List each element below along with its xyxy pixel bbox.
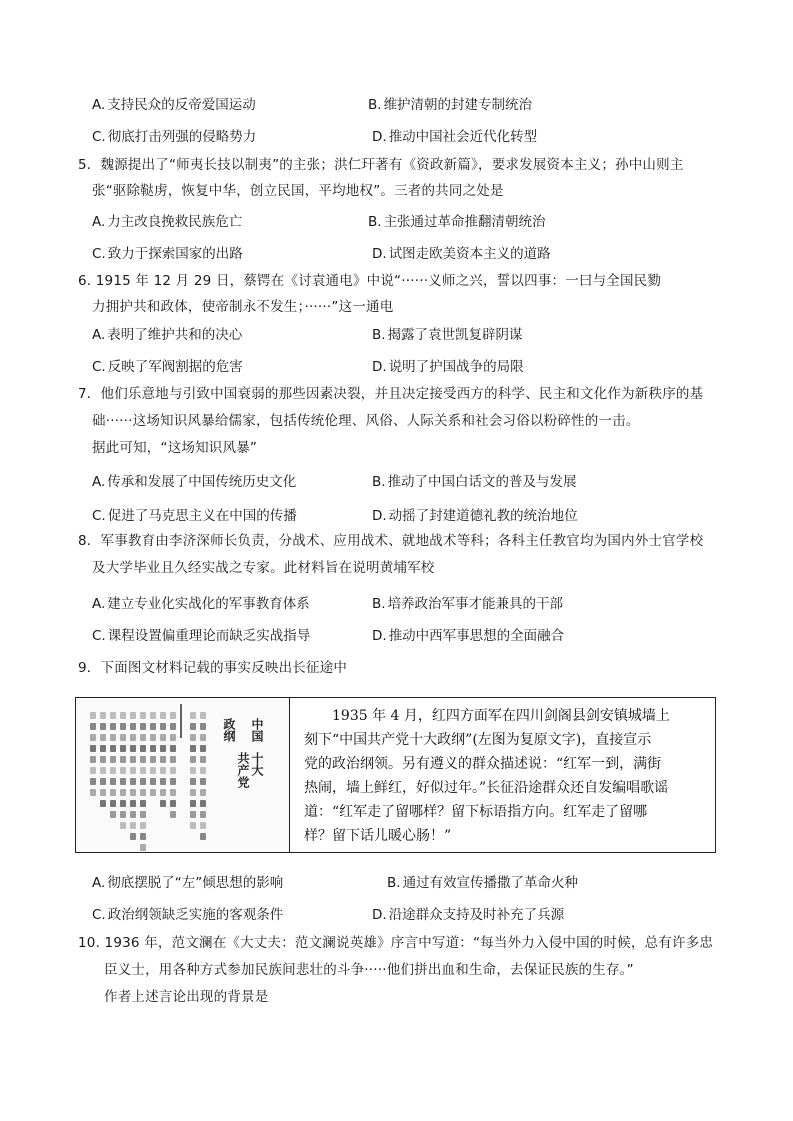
engraved-glyph [110,712,116,719]
q10-stem-line-3: 作者上述言论出现的背景是 [104,989,269,1005]
q6-stem-line-1: 6. 1915 年 12 月 29 日，蔡锷在《讨袁通电》中说“······义师之兴，誓以四事：一曰与全国民勠 [78,273,662,289]
option-text: 课程设置偏重理论而缺乏实战指导 [107,628,311,644]
engraved-glyph [140,767,146,774]
option-letter: B. [372,327,386,343]
engraved-glyph [160,712,166,719]
option-letter: B. [368,97,382,113]
engraved-glyph [200,745,206,752]
engraved-glyph [150,756,156,763]
engraved-glyph [200,778,206,785]
option-letter: A. [92,97,106,113]
q5-option-b[interactable] [368,212,546,232]
option-letter: B. [372,474,386,490]
option-letter: A. [92,875,106,891]
engraved-glyph [150,789,156,796]
engraved-glyph [90,778,96,785]
option-text: 推动了中国白话文的普及与发展 [387,474,577,490]
engraved-glyph [130,789,136,796]
q4-option-a[interactable] [92,95,256,115]
option-text: 通过有效宣传播撒了革命火种 [402,875,579,891]
engraved-glyph [160,745,166,752]
q4-option-b[interactable] [368,95,532,115]
q4-option-d[interactable] [372,127,537,147]
engraved-glyph [160,756,166,763]
engraved-glyph [120,778,126,785]
engraved-glyph [190,778,196,785]
engraved-glyph [140,800,146,807]
engraved-glyph [170,800,176,807]
option-text: 揭露了袁世凯复辟阴谋 [387,327,523,343]
option-letter: D. [372,359,387,375]
option-text: 动摇了封建道德礼教的统治地位 [388,508,578,524]
q9-option-c[interactable] [92,905,283,925]
q7-options-row-1 [0,472,793,492]
option-text: 推动中国社会近代化转型 [388,129,538,145]
stamp-col-3: 十大 [250,752,264,776]
q7-stem-line-3: 据此可知，“这场知识风暴” [92,440,258,456]
option-text: 主张通过革命推翻清朝统治 [383,214,546,230]
engraved-glyph [100,756,106,763]
political-program-image [76,698,290,852]
engraved-glyph [160,789,166,796]
engraved-glyph [100,712,106,719]
engraved-glyph [110,811,116,818]
engraved-glyph [130,800,136,807]
q8-stem-line-1: 8．军事教育由李济深师长负责，分战术、应用战术、就地战术等科；各科主任教官均为国内外士官学校 [78,533,704,549]
engraved-glyph [130,778,136,785]
engraved-glyph [130,822,136,829]
engraved-glyph [90,723,96,730]
engraved-glyph [140,833,146,840]
q8-option-a[interactable] [92,594,310,614]
option-text: 试图走欧美资本主义的道路 [388,246,551,262]
engraved-glyph [90,789,96,796]
engraved-glyph [190,723,196,730]
engraved-glyph [160,800,166,807]
engraved-glyph [200,734,206,741]
engraved-glyph [190,734,196,741]
q6-options-row-1 [0,325,793,345]
q9-stem-line-1: 9．下面图文材料记载的事实反映出长征途中 [78,660,348,676]
engraved-glyph [130,734,136,741]
engraved-glyph [170,811,176,818]
engraved-glyph [100,800,106,807]
engraved-glyph [100,767,106,774]
engraved-glyph [120,712,126,719]
option-text: 彻底打击列强的侵略势力 [107,129,257,145]
engraved-glyph [170,734,176,741]
option-letter: C. [92,129,106,145]
caption-line-3: 党的政治纲领。另有遵义的群众描述说：“红军一到，满街 [304,756,662,772]
engraved-glyph [200,767,206,774]
engraved-glyph [170,712,176,719]
engraved-glyph [170,745,176,752]
engraved-glyph [120,745,126,752]
engraved-glyph [110,734,116,741]
q9-option-b[interactable] [387,873,578,893]
option-text: 力主改良挽救民族危亡 [107,214,243,230]
q8-options-row-2 [0,626,793,646]
engraved-glyph [150,734,156,741]
option-letter: C. [92,508,106,524]
q5-option-d[interactable] [372,244,551,264]
caption-line-6: 样？留下话儿暖心肠！” [304,828,452,844]
option-text: 致力于探索国家的出路 [107,246,243,262]
engraved-glyph [130,833,136,840]
engraved-glyph [200,822,206,829]
engraved-glyph [100,778,106,785]
option-letter: C. [92,628,106,644]
engraved-glyph [90,734,96,741]
engraved-glyph [190,712,196,719]
engraved-glyph [190,745,196,752]
stamp-col-2: 共产党 [236,752,250,788]
option-letter: C. [92,907,106,923]
q4-options-row-2 [0,127,793,147]
option-text: 沿途群众支持及时补充了兵源 [388,907,565,923]
engraved-glyph [140,844,146,851]
q6-option-b[interactable] [372,325,523,345]
engraved-glyph [100,745,106,752]
engraved-glyph [120,811,126,818]
engraved-glyph [120,756,126,763]
q9-options-row-2 [0,905,793,925]
q7-stem-line-2: 础······这场知识风暴给儒家，包括传统伦理、风俗、人际关系和社会习俗以粉碎性的一击。 [92,413,640,429]
option-letter: A. [92,474,106,490]
q8-options-row-1 [0,594,793,614]
q5-options-row-1 [0,212,793,232]
engraved-glyph [160,767,166,774]
q7-option-d[interactable] [372,506,578,526]
option-text: 彻底摆脱了“左”倾思想的影响 [107,875,284,891]
engraved-glyph [200,712,206,719]
stamp-col-4: 政纲 [222,718,236,742]
engraved-glyph [140,723,146,730]
engraved-glyph [130,745,136,752]
engraved-glyph [170,756,176,763]
caption-line-5: 道：“红军走了留哪样？留下标语指方向。红军走了留哪 [304,804,648,820]
engraved-glyph [130,756,136,763]
option-letter: A. [92,214,106,230]
q6-option-a[interactable] [92,325,242,345]
engraved-glyph [150,745,156,752]
q7-option-b[interactable] [372,472,577,492]
engraved-glyph [120,800,126,807]
engraved-glyph [120,723,126,730]
engraved-glyph [190,767,196,774]
engraved-glyph [150,723,156,730]
engraved-glyph [110,723,116,730]
q7-options-row-2 [0,506,793,526]
option-letter: B. [387,875,401,891]
q8-option-b[interactable] [372,594,563,614]
option-letter: D. [372,508,387,524]
engraved-glyph [120,767,126,774]
q9-options-row-1 [0,873,793,893]
engraved-glyph [120,734,126,741]
option-text: 维护清朝的封建专制统治 [383,97,533,113]
option-text: 促进了马克思主义在中国的传播 [107,508,297,524]
engraved-glyph [90,756,96,763]
engraved-glyph [110,756,116,763]
engraved-glyph [100,734,106,741]
q9-option-d[interactable] [372,905,564,925]
option-text: 建立专业化实战化的军事教育体系 [107,596,310,612]
engraved-glyph [90,745,96,752]
engraved-glyph [170,767,176,774]
engraved-glyph [200,800,206,807]
figure-caption-text [290,698,715,852]
engraved-glyph [110,778,116,785]
q5-stem-line-1: 5．魏源提出了“师夷长技以制夷”的主张；洪仁玕著有《资政新篇》，要求发展资本主义；孙中山则主 [78,157,684,173]
option-text: 反映了军阀割据的危害 [107,359,243,375]
q9-figure [75,697,716,853]
option-letter: A. [92,327,106,343]
engraved-glyph [110,767,116,774]
engraved-glyph [190,811,196,818]
engraved-glyph [170,789,176,796]
q6-stem-line-2: 力拥护共和政体，使帝制永不发生；······”这一通电 [92,299,394,315]
q8-stem-line-2: 及大学毕业且久经实战之专家。此材料旨在说明黄埔军校 [92,560,435,576]
engraved-glyph [110,789,116,796]
q6-option-d[interactable] [372,357,524,377]
engraved-glyph [190,756,196,763]
engraved-glyph [130,767,136,774]
engraved-glyph [170,778,176,785]
q7-option-c[interactable] [92,506,297,526]
q5-option-c[interactable] [92,244,243,264]
engraved-glyph [190,800,196,807]
option-letter: D. [372,246,387,262]
stamp-col-1: 中国 [250,718,264,742]
engraved-glyph [100,789,106,796]
engraved-glyph [150,778,156,785]
engraved-glyph [110,745,116,752]
engraved-glyph [130,811,136,818]
q5-option-a[interactable] [92,212,242,232]
q5-options-row-2 [0,244,793,264]
caption-line-4: 热闹，墙上鲜红，好似过年。”长征沿途群众还自发编唱歌谣 [304,780,669,796]
engraved-glyph [140,789,146,796]
option-text: 说明了护国战争的局限 [388,359,524,375]
option-text: 推动中西军事思想的全面融合 [388,628,565,644]
engraved-glyph [200,833,206,840]
q6-option-c[interactable] [92,357,243,377]
option-text: 传承和发展了中国传统历史文化 [107,474,297,490]
q7-option-a[interactable] [92,472,296,492]
engraved-glyph [150,712,156,719]
q5-stem-line-2: 张“驱除鞑虏，恢复中华，创立民国，平均地权”。三者的共同之处是 [92,183,504,199]
option-text: 支持民众的反帝爱国运动 [107,97,256,113]
program-title-stamp [216,718,266,808]
engraved-glyph [130,723,136,730]
engraved-glyph [200,811,206,818]
engraved-glyph [140,811,146,818]
engraved-glyph [190,789,196,796]
q4-options-row-1 [0,95,793,115]
engraved-glyph [160,723,166,730]
caption-line-1: 1935 年 4 月，红四方面军在四川剑阁县剑安镇城墙上 [332,708,670,724]
caption-line-2: 刻下“中国共产党十大政纲”(左图为复原文字)，直接宣示 [304,732,652,748]
q8-option-d[interactable] [372,626,564,646]
option-text: 政治纲领缺乏实施的客观条件 [107,907,284,923]
option-letter: B. [368,214,382,230]
option-letter: D. [372,129,387,145]
engraved-glyph [150,767,156,774]
q8-option-c[interactable] [92,626,310,646]
q10-stem-line-2: 臣义士，用各种方式参加民族间悲壮的斗争·····他们拼出血和生命，去保证民族的生存。” [104,962,634,978]
engraved-glyph [140,756,146,763]
option-text: 表明了维护共和的决心 [107,327,243,343]
option-text: 培养政治军事才能兼具的干部 [387,596,564,612]
engraved-glyph [200,723,206,730]
engraved-glyph [170,723,176,730]
q10-stem-line-1: 10. 1936 年，范文澜在《大丈夫：范文澜说英雄》序言中写道：“每当外力入侵中国的时候，总有许多忠 [78,935,714,951]
option-letter: A. [92,596,106,612]
engraved-glyph [90,712,96,719]
engraved-glyph [190,822,196,829]
engraved-glyph [100,723,106,730]
option-letter: D. [372,628,387,644]
engraved-glyph [140,822,146,829]
option-letter: C. [92,246,106,262]
engraved-glyph [160,778,166,785]
engraved-glyph [90,767,96,774]
option-letter: C. [92,359,106,375]
q6-options-row-2 [0,357,793,377]
engraved-glyph [140,778,146,785]
engraved-glyph [200,789,206,796]
engraved-glyph [140,745,146,752]
option-letter: B. [372,596,386,612]
engraved-glyph [120,822,126,829]
engraved-glyph [140,712,146,719]
engraved-glyph [110,800,116,807]
engraved-glyph [160,734,166,741]
q4-option-c[interactable] [92,127,256,147]
engraved-glyph [200,756,206,763]
q7-stem-line-1: 7．他们乐意地与引致中国衰弱的那些因素决裂，并且决定接受西方的科学、民主和文化作为新秩序的基 [78,386,704,402]
option-letter: D. [372,907,387,923]
engraved-glyph [140,734,146,741]
engraved-glyph [130,712,136,719]
q9-option-a[interactable] [92,873,283,893]
engraved-glyph [120,789,126,796]
